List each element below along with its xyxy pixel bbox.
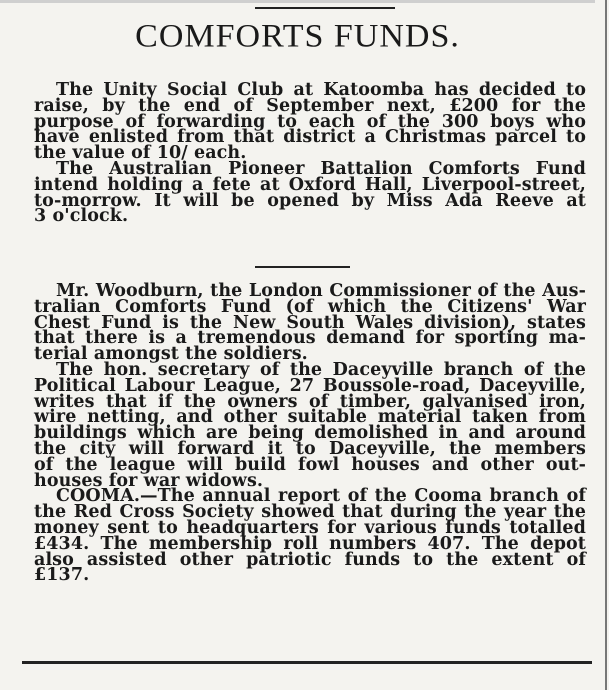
paragraph-line: of the league will build fowl houses and other out-: [34, 454, 586, 475]
paragraph-line: The Australian Pioneer Battalion Comforts Fund: [56, 158, 586, 179]
paragraph-line: to-morrow. It will be opened by Miss Ada Reeve at: [34, 190, 586, 211]
paragraph-line: intend holding a fete at Oxford Hall, Liverpool-street,: [34, 174, 586, 195]
top-border: [0, 0, 595, 3]
paragraph-line: Mr. Woodburn, the London Commissioner of the Aus-: [56, 281, 586, 301]
paragraph-line: raise, by the end of September next, £200 for the: [34, 95, 586, 116]
top-divider: [255, 7, 395, 9]
paragraph-line: purpose of forwarding to each of the 300 boys who: [34, 111, 586, 132]
paragraph-line: houses for war widows.: [34, 470, 264, 491]
paragraph-line: £137.: [34, 565, 90, 586]
paragraph-line: Chest Fund is the New South Wales division), states: [34, 312, 586, 333]
paragraph-line: buildings which are being demolished in and around: [34, 423, 586, 444]
paragraph-line: have enlisted from that district a Christmas parcel to: [34, 127, 586, 148]
paragraph-line: Political Labour League, 27 Boussole-road, Daceyville,: [34, 375, 586, 396]
paragraph-line: terial amongst the soldiers.: [34, 344, 308, 365]
paragraph-line: The hon. secretary of the Daceyville branch of the: [56, 359, 586, 380]
paragraph-line: £434. The membership roll numbers 407. The depot: [34, 533, 586, 554]
paragraph-line: 3 o'clock.: [34, 206, 129, 227]
column-rule: [605, 0, 607, 690]
paragraph-line: COOMA.—The annual report of the Cooma branch of: [56, 486, 586, 507]
paragraph-line: the value of 10/ each.: [34, 143, 247, 164]
paragraph-line: that there is a tremendous demand for sporting ma-: [34, 328, 586, 349]
paragraph-line: the Red Cross Society showed that during the year the: [34, 502, 586, 523]
article-section-2: [34, 281, 586, 586]
paragraph-line: tralian Comforts Fund (of which the Citizens' War: [34, 296, 586, 317]
paragraph-line: also assisted other patriotic funds to the extent of: [34, 549, 586, 570]
section-divider: [255, 266, 350, 268]
article-section-1: [34, 80, 586, 227]
bottom-divider: [22, 661, 592, 664]
paragraph-line: The Unity Social Club at Katoomba has decided to: [56, 80, 586, 100]
paragraph-line: money sent to headquarters for various funds totalled: [34, 517, 586, 538]
paragraph-line: the city will forward it to Daceyville, the members: [34, 438, 586, 459]
paragraph-line: writes that if the owners of timber, galvanised iron,: [34, 391, 586, 412]
article-headline: COMFORTS FUNDS.: [135, 18, 460, 55]
paragraph-line: wire netting, and other suitable material taken from: [34, 407, 586, 428]
